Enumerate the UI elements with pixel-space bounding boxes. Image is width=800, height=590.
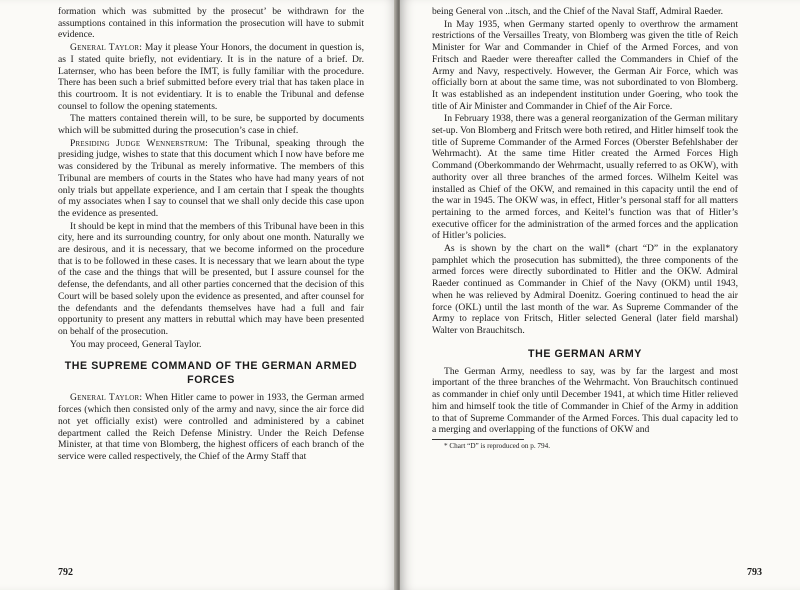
right-page-text-column	[432, 6, 738, 452]
paragraph	[432, 366, 738, 436]
paragraph-text: When Hitler came to power in 1933, the German armed forces (which then consisted only of the army and navy, since the air force did not yet officially exist) were controlled and administered by a cabinet department called the Reich Defense Ministry. Under the Reich Defense Minister, at that time von Blomberg, the highest officers of each branch of the service were called respectively, the Chief of the Army Staff that	[58, 392, 364, 462]
paragraph-text: formation which was submitted by the prosecut’ be withdrawn for the assumptions contained in this information the prosecution will have to submit evidence.	[58, 6, 364, 41]
paragraph-text: It should be kept in mind that the members of this Tribunal have been in this city, here and its surrounding country, for only about one month. Naturally we are desirous, and it is necessary, that we become informed on the procedure that is to be followed in these cases. It is necessary that we learn about the type of the case and the things that will be presented, but I assure counsel for the defense, the defendants, and all other parties concerned that the decision of this Court will be based solely upon the evidence as presented, and after counsel for the defendants and the defendants themselves have had a full and fair opportunity to present any matters in rebuttal which may have been presented on behalf of the prosecution.	[58, 220, 364, 337]
paragraph	[432, 19, 738, 113]
paragraph	[58, 113, 364, 136]
page-number: 793	[747, 567, 762, 578]
page-number: 792	[58, 567, 73, 578]
paragraph	[432, 113, 738, 242]
left-page	[0, 0, 398, 590]
speaker-label: General Taylor:	[70, 392, 143, 404]
footnote-rule	[432, 439, 524, 440]
paragraph-text: In February 1938, there was a general reorganization of the German military set-up. Von Blomberg and Fritsch were both retired, and Hitler himself took the title of Supreme Commander of the Armed Forces (Oberster Befehlshaber der Wehrmacht). At the same time Hitler created the Armed Forces High Command (Oberkommando der Wehrmacht, usually referred to as OKW), with authority over all three branches of the armed forces. Wilhelm Keitel was installed as Chief of the OKW, and remained in this capacity until the end of the war in 1945. The OKW was, in effect, Hitler’s personal staff for all matters pertaining to the armed forces, and Keitel’s function was that of Hitler’s executive officer for the administration of the armed forces and the application of Hitler’s policies.	[432, 113, 738, 242]
right-page	[400, 0, 800, 590]
paragraph	[58, 221, 364, 338]
paragraph-text: being General von ..itsch, and the Chief of the Naval Staff, Admiral Raeder.	[432, 6, 724, 17]
footnote: * Chart “D” is reproduced on p. 794.	[444, 441, 550, 450]
paragraph-text: May it please Your Honors, the document in question is, as I stated quite briefly, not evidentiary. It is in the nature of a brief. Dr. Laternser, who has been before the IMT, is fully familiar with the procedure. There has been such a brief submitted before every trial that has taken place in this courtroom. It is not evidentiary. It is to enable the Tribunal and defense counsel to follow the opening statements.	[58, 42, 364, 112]
paragraph	[58, 42, 364, 112]
paragraph-text: As is shown by the chart on the wall* (chart “D” in the explanatory pamphlet which the prosecution has submitted), the three components of the armed forces were directly subordinated to Hitler and the OKW. Admiral Raeder continued as Commander in Chief of the Navy (OKM) until 1943, when he was relieved by Admiral Doenitz. Goering continued to head the air force (OKL) until the last month of the war. As Supreme Commander of the Army to replace von Fritsch, Hitler selected General (later field marshal) Walter von Brauchitsch.	[432, 243, 738, 336]
paragraph	[58, 138, 364, 220]
paragraph	[58, 6, 364, 41]
paragraph-text: In May 1935, when Germany started openly to overthrow the armament restrictions of the Versailles Treaty, von Blomberg was given the title of Reich Minister for War and Commander in Chief of the Armed Forces, and von Fritsch and Raeder were thereafter called the Commanders in Chief of the Army and Navy, respectively. However, the German Air Force, which was officially born at about the same time, was not subordinated to von Blomberg. It was established as an independent institution under Goering, who took the title of Air Minister and Commander in Chief of the Air Force.	[432, 18, 738, 112]
speaker-label: Presiding Judge Wennerstrum:	[70, 137, 209, 149]
paragraph	[432, 6, 738, 18]
paragraph	[432, 243, 738, 337]
speaker-label: General Taylor:	[70, 42, 143, 54]
section-heading: THE GERMAN ARMY	[528, 347, 642, 360]
paragraph-text: You may proceed, General Taylor.	[70, 338, 202, 350]
paragraph	[58, 339, 364, 351]
section-heading: THE SUPREME COMMAND OF THE GERMAN ARMED FORCES	[64, 360, 358, 387]
paragraph-text: The German Army, needless to say, was by far the largest and most important of the three branches of the Wehrmacht. Von Brauchitsch continued as commander in chief only until December 1941, at which time Hitler relieved him and himself took the title of Commander in Chief of the Army in addition to that of Supreme Commander of the Armed Forces. This dual capacity led to a merging and overlapping of the functions of OKW and	[432, 365, 738, 436]
left-page-text-column	[58, 6, 364, 464]
paragraph	[58, 392, 364, 462]
paragraph-text: The matters contained therein will, to be sure, be supported by documents which will be submitted during the prosecution’s case in chief.	[58, 113, 364, 137]
paragraph-text: The Tribunal, speaking through the presiding judge, wishes to state that this document which I now have before me was considered by the Tribunal as merely informative. The members of this Tribunal are members of courts in the States who have had many years of not only trials but appellate experience, and I am certain that I speak the thoughts of my associates when I say to counsel that we shall only decide this case upon the evidence as presented.	[58, 137, 364, 219]
